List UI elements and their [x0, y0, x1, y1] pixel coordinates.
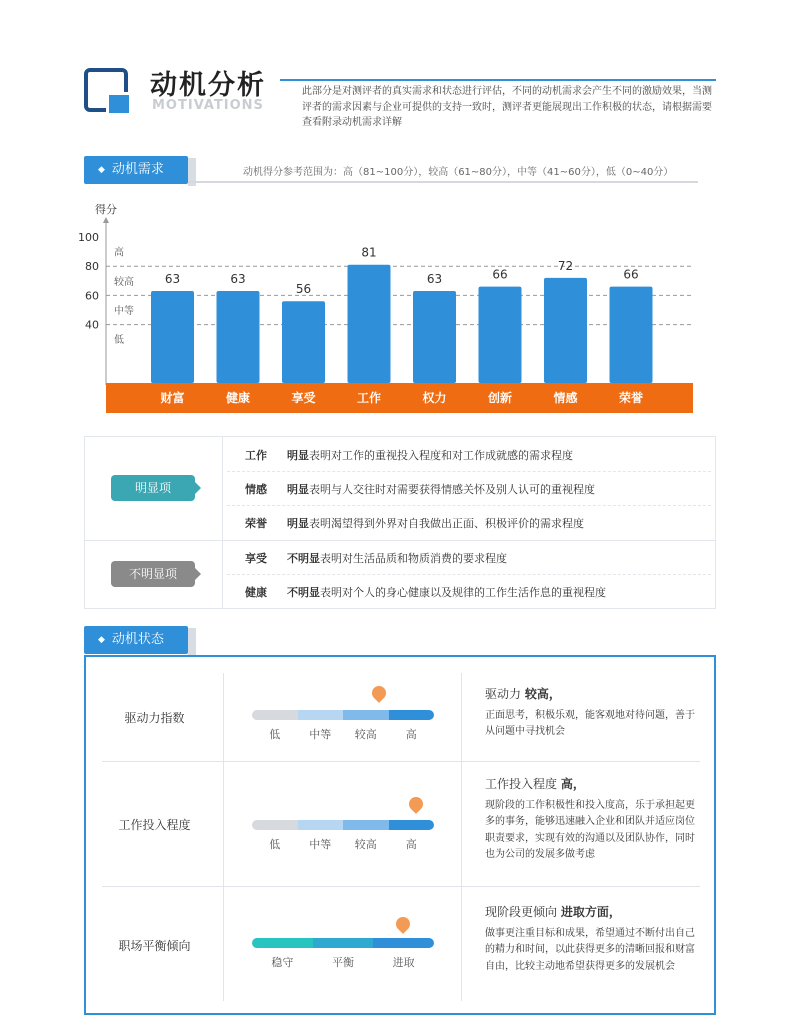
table-divider: [85, 540, 715, 541]
row-text: 表明渴望得到外界对自我做出正面、积极评价的需求程度: [309, 517, 584, 530]
table-row: [245, 550, 507, 566]
level-marker-icon: [369, 683, 389, 703]
value-label: 66: [623, 267, 639, 282]
desc-title: 驱动力: [485, 687, 522, 701]
category-label: 工作: [356, 391, 382, 405]
table-row: [245, 515, 584, 531]
row-divider: [102, 886, 700, 887]
value-label: 81: [361, 245, 377, 260]
desc-text: 现阶段的工作积极性和投入度高，乐于承担起更多的事务，能够迅速融入企业和团队并适应岗位职责要求，实现有效的沟通以及团队协作，同时也为公司的发展多做考虑: [485, 799, 695, 860]
tick-label: 高: [405, 838, 417, 851]
tick-label: 稳守: [271, 956, 294, 969]
y-tick-label: 60: [85, 289, 99, 303]
category-label: 情感: [553, 391, 578, 405]
page-description: 此部分是对测评者的真实需求和状态进行评估，不同的动机需求会产生不同的激励效果，当测评者的需求因素与企业可提供的支持一致时，测评者更能展现出工作积极的状态，请根据需要查看附录动机需求详解: [302, 86, 712, 128]
motivation-state-panel: [84, 655, 716, 1015]
state-description: [485, 904, 701, 975]
diamond-icon: ◆: [98, 165, 105, 175]
state-label: 职场平衡倾向: [118, 939, 191, 953]
non-obvious-badge: 不明显项: [111, 561, 195, 587]
table-row: [245, 481, 595, 497]
category-label: 权力: [422, 391, 447, 405]
tick-label: 较高: [354, 728, 377, 741]
motivation-summary-table: [84, 436, 716, 609]
diamond-icon: ◆: [98, 635, 105, 645]
table-row: [245, 447, 573, 463]
tick-label: 高: [405, 728, 417, 741]
y-axis-label: 得分: [95, 203, 117, 216]
page-title: 动机分析: [150, 70, 266, 101]
tick-label: 中等: [309, 728, 332, 741]
column-divider: [223, 673, 224, 1001]
header-divider: [280, 79, 716, 81]
category-label: 荣誉: [618, 391, 644, 405]
state-description: [485, 686, 701, 741]
bar-荣誉: [610, 287, 653, 383]
row-name: 工作: [245, 449, 267, 462]
value-label: 66: [492, 267, 508, 282]
tab-motivation-state: [84, 626, 188, 654]
motivation-bar-chart: [0, 195, 800, 425]
row-keyword: 不明显: [287, 586, 320, 599]
tick-label: 中等: [309, 838, 332, 851]
tick-label: 进取: [392, 956, 415, 969]
row-text: 表明对工作的重视投入程度和对工作成就感的需求程度: [309, 449, 573, 462]
level-ticks: [252, 954, 434, 970]
band-label: 中等: [114, 306, 134, 317]
category-label: 健康: [225, 391, 251, 405]
bar-工作: [348, 265, 391, 383]
table-divider: [222, 437, 223, 608]
desc-level: 进取方面，: [560, 905, 621, 919]
bar-享受: [282, 301, 325, 383]
category-axis-band: [106, 383, 693, 413]
category-label: 享受: [291, 391, 316, 405]
desc-title: 工作投入程度: [485, 777, 558, 791]
page-subtitle: MOTIVATIONS: [152, 98, 264, 113]
row-divider: [227, 505, 711, 506]
tab-label: 动机状态: [111, 632, 164, 647]
row-text: 表明对生活品质和物质消费的要求程度: [320, 552, 507, 565]
desc-text: 正面思考，积极乐观，能客观地对待问题，善于从问题中寻找机会: [485, 709, 695, 737]
desc-level: 高，: [560, 777, 585, 791]
tick-label: 低: [269, 728, 281, 741]
value-label: 63: [426, 272, 443, 287]
bar-权力: [413, 291, 456, 383]
level-bar: [252, 820, 434, 830]
bar-创新: [479, 287, 522, 383]
row-text: 表明对个人的身心健康以及规律的工作生活作息的重视程度: [320, 586, 606, 599]
state-label: 工作投入程度: [118, 818, 191, 832]
row-divider: [227, 471, 711, 472]
level-ticks: [252, 726, 434, 742]
y-axis-arrow-icon: [103, 217, 109, 223]
y-tick-label: 80: [85, 260, 99, 274]
desc-level: 较高，: [524, 687, 561, 701]
value-label: 56: [295, 282, 312, 297]
desc-title: 现阶段更倾向: [485, 905, 558, 919]
state-description: [485, 776, 701, 864]
bar-财富: [151, 291, 194, 383]
value-label: 63: [230, 272, 246, 287]
tab-motivation-needs: [84, 156, 188, 184]
y-tick-label: 100: [78, 231, 99, 244]
band-label: 高: [114, 247, 124, 259]
level-marker-icon: [393, 914, 413, 934]
band-label: 低: [114, 335, 124, 347]
bar-健康: [217, 291, 260, 383]
row-divider: [227, 574, 711, 575]
tab-shadow: [188, 628, 196, 656]
tick-label: 较高: [354, 838, 377, 851]
row-keyword: 明显: [287, 449, 309, 462]
row-name: 健康: [245, 586, 267, 599]
level-ticks: [252, 836, 434, 852]
level-marker-icon: [406, 794, 426, 814]
section-logo-accent-icon: [106, 92, 132, 116]
y-tick-label: 40: [85, 318, 99, 332]
category-label: 创新: [487, 391, 513, 405]
row-keyword: 不明显: [287, 552, 320, 565]
row-divider: [102, 761, 700, 762]
desc-text: 做事更注重目标和成果，希望通过不断付出自己的精力和时间，以此获得更多的清晰回报和财富自由，比较主动地希望获得更多的发展机会: [485, 927, 695, 972]
tick-label: 平衡: [332, 956, 354, 969]
state-label: 驱动力指数: [124, 711, 185, 725]
row-keyword: 明显: [287, 517, 309, 530]
row-name: 荣誉: [245, 517, 267, 530]
value-label: 63: [164, 272, 181, 287]
level-bar: [252, 938, 434, 948]
score-reference: 动机得分参考范围为：高（81~100分），较高（61~80分），中等（41~60分），低（0~40分）: [243, 167, 674, 178]
category-label: 财富: [160, 391, 185, 405]
bar-情感: [544, 278, 587, 383]
row-text: 表明与人交往时对需要获得情感关怀及别人认可的重视程度: [309, 483, 595, 496]
tab-label: 动机需求: [111, 162, 164, 177]
obvious-badge: 明显项: [111, 475, 195, 501]
row-keyword: 明显: [287, 483, 309, 496]
band-label: 较高: [114, 276, 134, 288]
section-divider: [188, 181, 698, 183]
table-row: [245, 584, 606, 600]
column-divider: [461, 673, 462, 1001]
row-name: 享受: [245, 552, 267, 565]
level-bar: [252, 710, 434, 720]
tick-label: 低: [269, 838, 281, 851]
value-label: 72: [557, 258, 574, 273]
row-name: 情感: [245, 483, 267, 496]
